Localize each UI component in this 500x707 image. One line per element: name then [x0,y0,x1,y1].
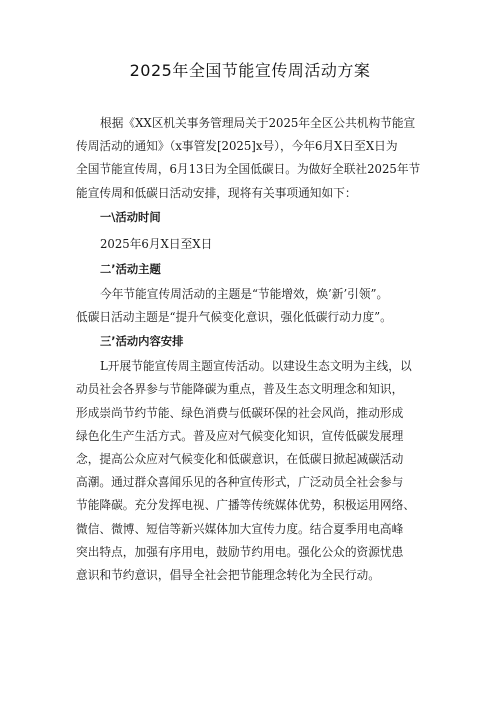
section-heading-theme: 二’活动主题 [100,262,161,276]
content-line: L开展节能宣传周主题宣传活动。以建设生态文明为主线，以 [100,359,412,374]
content-line: 高潮。通过群众喜闻乐见的各种宣传形式，广泛动员全社会参与 [76,475,404,490]
content-line: 念，提高公众应对气候变化和低碳意识，在低碳日掀起减碳活动 [76,452,404,467]
section-content-paragraph [76,355,440,587]
content-line: 节能降碳。充分发挥电视、广播等传统媒体优势，积极运用网络、 [76,498,415,513]
document-title: 2025年全国节能宣传周活动方案 [129,61,371,80]
intro-paragraph [76,112,440,205]
intro-line: 能宣传周和低碳日活动安排，现将有关事项通知如下： [76,185,357,200]
content-line: 动员社会各界参与节能降碳为重点，普及生态文明理念和知识， [76,382,404,397]
document-body [76,112,440,587]
content-line: 微信、微博、短信等新兴媒体加大宣传力度。结合夏季用电高峰 [76,521,404,536]
intro-line: 传周活动的通知》（x事管发[2025]x号），今年6月X日至X日为 [76,139,398,154]
intro-line: 全国节能宣传周，6月13日为全国低碳日。为做好全联社2025年节 [76,162,421,177]
theme-line: 低碳日活动主题是“提升气候变化意识，强化低碳行动力度”。 [76,310,392,325]
content-line: 绿色化生产生活方式。普及应对气候变化知识，宣传低碳发展理 [76,428,404,443]
section-theme-paragraph [76,283,440,329]
content-line: 突出特点，加强有序用电，鼓励节约用电。强化公众的资源忧患 [76,544,404,559]
content-line: 形成崇尚节约节能、绿色消费与低碳环保的社会风尚，推动形成 [76,405,404,420]
intro-line: 根据《XX区机关事务管理局关于2025年全区公共机构节能宣 [100,116,416,130]
section-heading-content: 三’活动内容安排 [100,335,184,349]
section-time-text: 2025年6月X日至X日 [100,236,213,251]
section-heading-time: 一\活动时间 [100,210,161,224]
theme-line: 今年节能宣传周活动的主题是“节能增效，焕’新’引领”。 [100,286,389,301]
content-line: 意识和节约意识，倡导全社会把节能理念转化为全民行动。 [76,568,380,583]
